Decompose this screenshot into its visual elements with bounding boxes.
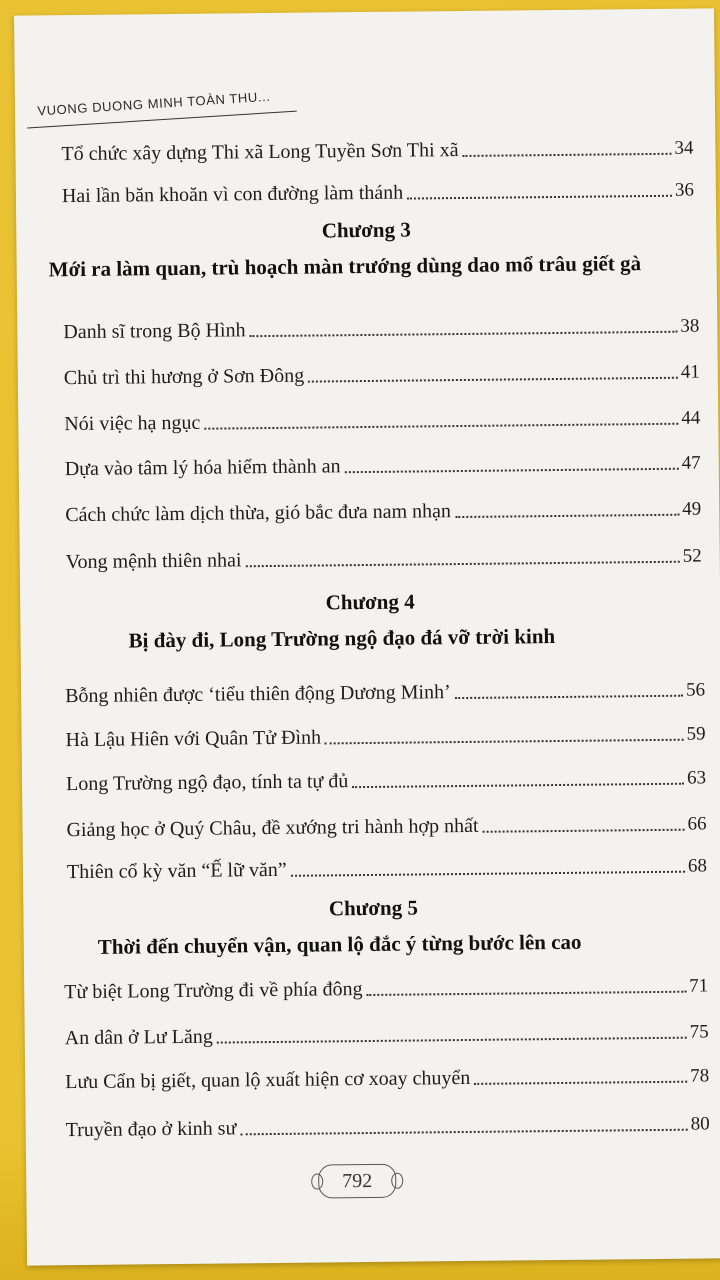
toc-entry <box>65 497 701 527</box>
toc-entry-title: Cách chức làm dịch thừa, gió bắc đưa nam nhạn <box>65 500 452 527</box>
dot-leader <box>463 153 672 157</box>
dot-leader <box>246 561 680 568</box>
toc-entry-page: 80 <box>690 1113 710 1135</box>
toc-entry-page: 44 <box>681 407 701 429</box>
toc-entry-title: Dựa vào tâm lý hóa hiểm thành an <box>64 455 341 481</box>
chapter-5-label: Chương 5 <box>328 895 419 921</box>
toc-entry-title: Lưu Cẩn bị giết, quan lộ xuất hiện cơ xoay chuyển <box>65 1066 471 1094</box>
dot-leader <box>455 514 679 518</box>
dot-leader <box>352 783 684 788</box>
dot-leader <box>291 871 685 877</box>
toc-entry <box>64 974 708 1004</box>
toc-entry-title: Giảng học ở Quý Châu, đề xướng tri hành hợp nhất <box>66 814 479 842</box>
toc-entry-page: 59 <box>686 723 706 745</box>
toc-entry <box>65 1064 709 1094</box>
chapter-4-title: Bị đày đi, Long Trường ngộ đạo đá vỡ trời kinh <box>128 624 556 653</box>
dot-leader <box>250 331 678 337</box>
chapter-5-title: Thời đến chuyển vận, quan lộ đắc ý từng bước lên cao <box>97 929 582 959</box>
page-number: 792 <box>342 1169 373 1192</box>
toc-entry-title: Thiên cổ kỳ văn “Ế lữ văn” <box>66 858 287 884</box>
chapter-3-title: Mới ra làm quan, trù hoạch màn trướng dùng dao mổ trâu giết gà <box>48 251 642 282</box>
toc-entry-title: Nói việc hạ ngục <box>64 411 201 436</box>
toc-entry-title: Tổ chức xây dựng Thi xã Long Tuyền Sơn Thi xã <box>61 139 459 166</box>
toc-entry-page: 49 <box>682 498 702 520</box>
toc-entry-title: Danh sĩ trong Bộ Hình <box>63 319 246 344</box>
book-page <box>14 8 720 1265</box>
dot-leader <box>474 1081 687 1085</box>
toc-entry-title: An dân ở Lư Lăng <box>64 1025 213 1050</box>
page-number-badge <box>318 1164 396 1199</box>
toc-entry-title: Từ biệt Long Trường đi về phía đông <box>64 978 363 1004</box>
toc-entry <box>63 315 699 345</box>
dot-leader <box>204 423 678 430</box>
toc-entry-page: 34 <box>674 137 694 159</box>
toc-entry-title: Long Trường ngộ đạo, tính ta tự đủ <box>65 770 349 796</box>
dot-leader <box>325 739 684 745</box>
toc-entry <box>65 451 701 481</box>
dot-leader <box>367 991 687 996</box>
toc-entry <box>65 678 705 708</box>
toc-entry <box>64 407 700 437</box>
toc-entry-title: Hai lần băn khoăn vì con đường làm thánh <box>61 181 404 208</box>
toc-entry-page: 63 <box>686 767 707 789</box>
toc-entry <box>65 1020 709 1050</box>
toc-entry <box>66 544 702 574</box>
chapter-4-label: Chương 4 <box>325 589 415 615</box>
dot-leader <box>240 1129 687 1136</box>
toc-entry-page: 68 <box>687 855 708 877</box>
toc-entry <box>66 1112 710 1142</box>
toc-entry-page: 75 <box>689 1021 709 1043</box>
toc-entry-page: 36 <box>674 179 694 201</box>
toc-entry <box>64 361 700 391</box>
dot-leader <box>483 829 685 833</box>
toc-entry-page: 38 <box>680 315 700 337</box>
toc-entry-page: 66 <box>687 813 707 835</box>
dot-leader <box>455 695 683 699</box>
dot-leader <box>407 195 672 200</box>
dot-leader <box>345 468 679 473</box>
toc-entry <box>67 854 707 884</box>
toc-entry-page: 41 <box>680 361 700 383</box>
toc-entry-title: Hà Lậu Hiên với Quân Tử Đình <box>65 726 322 752</box>
toc-entry <box>61 137 693 167</box>
toc-entry-page: 47 <box>681 452 701 474</box>
toc-entry <box>62 179 694 209</box>
toc-entry-title: Bỗng nhiên được ‘tiểu thiên động Dương Minh’ <box>65 681 451 708</box>
toc-entry-page: 78 <box>690 1065 710 1087</box>
toc-entry <box>65 722 705 752</box>
toc-entry-page: 71 <box>689 975 709 997</box>
running-header: VUONG DUONG MINH TOÀN THU... <box>36 88 271 119</box>
toc-entry <box>66 812 706 842</box>
dot-leader <box>217 1037 687 1044</box>
toc-entry-title: Chủ trì thi hương ở Sơn Đông <box>63 364 305 390</box>
toc-entry <box>66 766 706 796</box>
toc-entry-page: 56 <box>686 679 706 701</box>
chapter-3-label: Chương 3 <box>321 217 411 243</box>
toc-entry-title: Vong mệnh thiên nhai <box>65 549 242 574</box>
toc-entry-page: 52 <box>682 545 702 567</box>
toc-entry-title: Truyền đạo ở kinh sư <box>65 1117 237 1142</box>
dot-leader <box>308 377 678 383</box>
